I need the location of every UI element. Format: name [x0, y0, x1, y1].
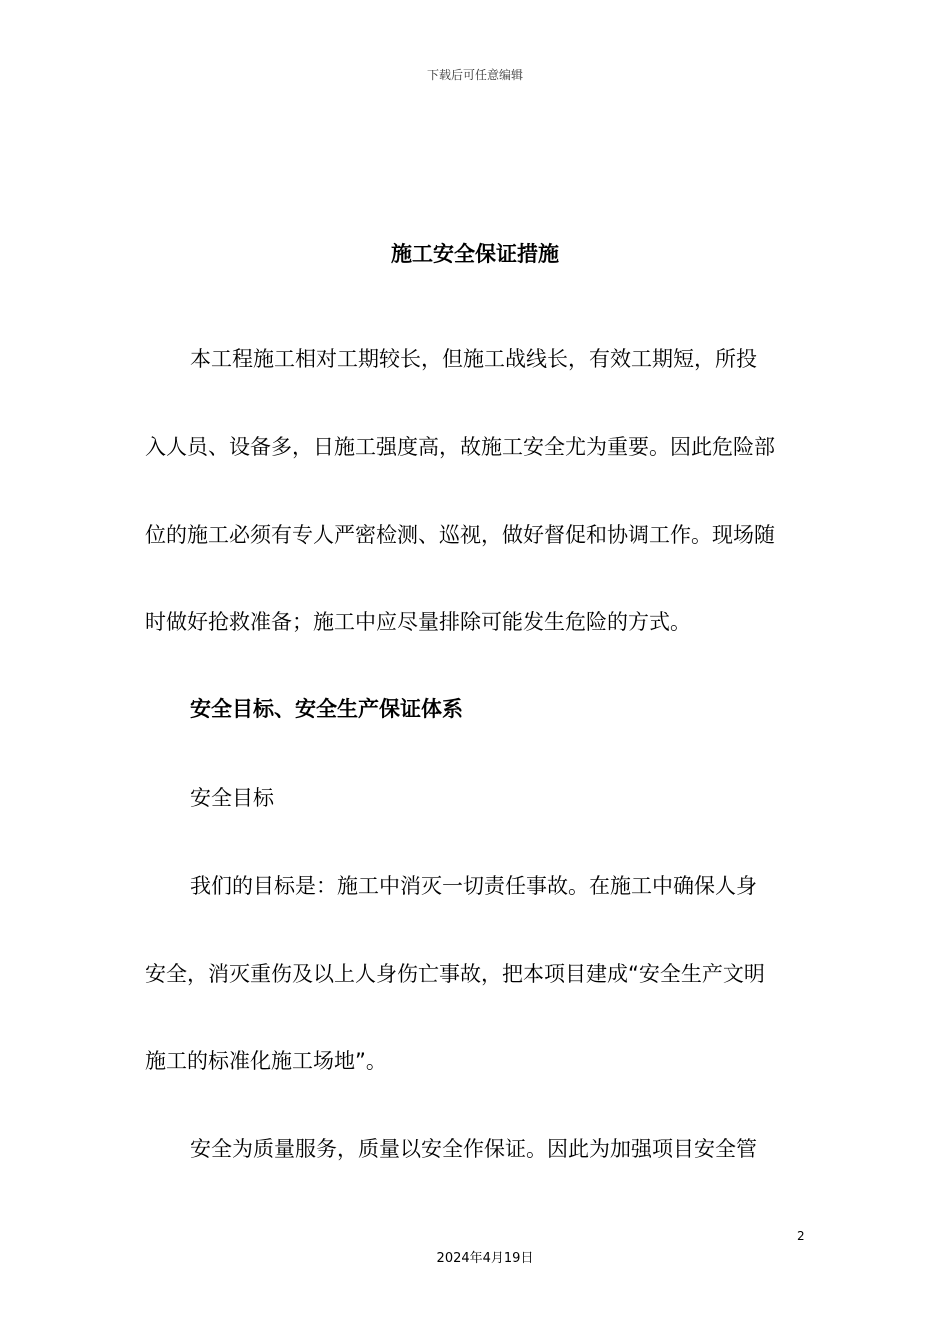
subsection-heading: 安全目标 [190, 786, 274, 810]
document-title: 施工安全保证措施 [391, 242, 559, 266]
paragraph-line: 位的施工必须有专人严密检测、巡视，做好督促和协调工作。现场随 [145, 523, 775, 547]
paragraph-line: 施工的标准化施工场地”。 [145, 1049, 387, 1073]
footer-date: 2024年4月19日 [436, 1251, 534, 1266]
paragraph-line: 我们的目标是：施工中消灭一切责任事故。在施工中确保人身 [190, 874, 757, 898]
paragraph-line: 时做好抢救准备；施工中应尽量排除可能发生危险的方式。 [145, 610, 691, 634]
page-number: 2 [797, 1229, 805, 1243]
paragraph-line: 安全，消灭重伤及以上人身伤亡事故，把本项目建成“安全生产文明 [145, 962, 765, 986]
paragraph-line: 入人员、设备多，日施工强度高，故施工安全尤为重要。因此危险部 [145, 435, 775, 459]
header-note: 下载后可任意编辑 [426, 68, 523, 82]
paragraph-line: 本工程施工相对工期较长，但施工战线长，有效工期短，所投 [190, 347, 757, 371]
section-heading: 安全目标、安全生产保证体系 [190, 697, 463, 721]
paragraph-line: 安全为质量服务，质量以安全作保证。因此为加强项目安全管 [190, 1137, 757, 1161]
